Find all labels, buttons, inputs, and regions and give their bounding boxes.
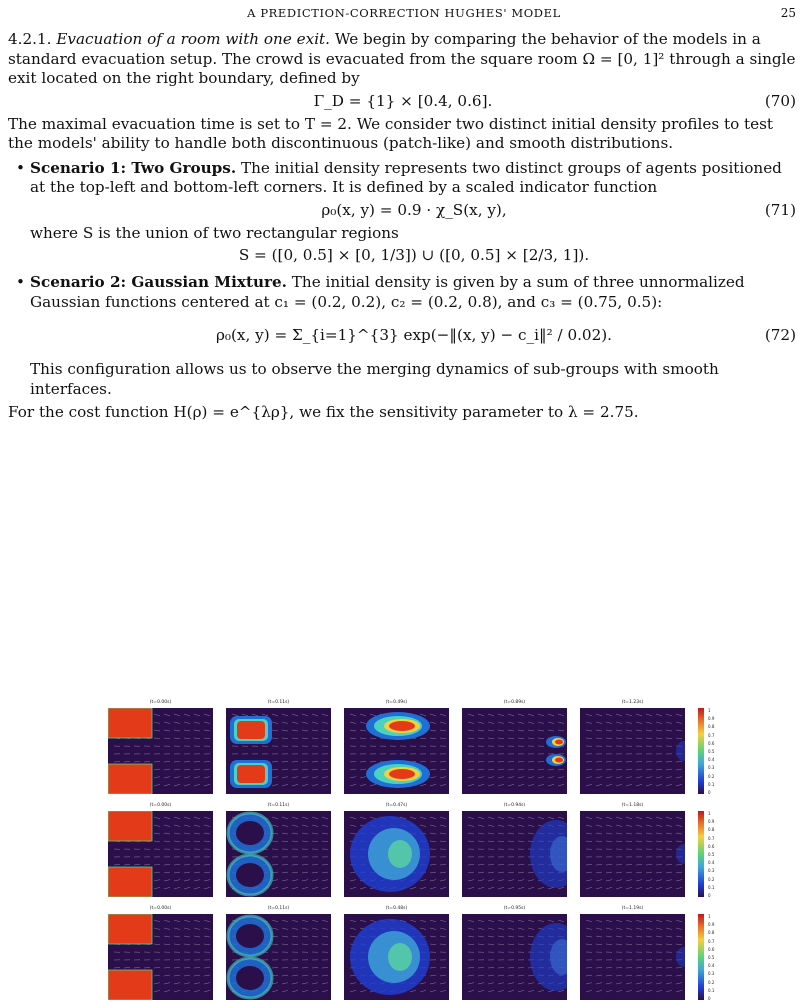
colorbar-tick-label: 0 <box>708 790 711 795</box>
colorbar-tick-label: 0.9 <box>708 922 715 928</box>
density-plot <box>580 811 685 897</box>
cost-paragraph: For the cost function H(ρ) = e^{λρ}, we fix the sensitivity parameter to λ = 2.75. <box>8 403 639 421</box>
scenario-2-item: • Scenario 2: Gaussian Mixture. The initial density is given by a sum of three unnormalized Gaussian functions centered at c₁ = (0.2, 0.2), c₂ = (0.2, 0.8), and c₃ = (0.75, 0.5): ρ₀(x, y) = Σ_{i=1}^{3} exp(−‖(x, y) − c_i‖² / 0.02). (72) This configuration allows us to observe the merging dynamics of sub-groups with smooth interfaces. <box>16 273 796 398</box>
equation-71-body: ρ₀(x, y) = 0.9 · χ_S(x, y), <box>321 200 507 219</box>
panel-time-label: (t=0.11s) <box>267 906 290 911</box>
density-plot <box>462 708 567 794</box>
colorbar-tick-label: 0.7 <box>708 732 715 738</box>
panel-time-label: (t=1.23s) <box>621 700 644 705</box>
colorbar-tick-label: 0.3 <box>708 765 715 771</box>
scenario-2-after: This configuration allows us to observe the merging dynamics of sub-groups with smooth interfaces. <box>30 360 719 398</box>
colorbar-tick-label: 0 <box>708 996 711 1001</box>
colorbar-tick-label: 1 <box>708 914 711 919</box>
colorbar-tick-label: 0.6 <box>708 946 715 952</box>
colorbar-tick-label: 0.9 <box>708 819 715 825</box>
density-plot <box>108 914 213 1000</box>
figure-panel <box>108 700 213 794</box>
section-number: 4.2.1. <box>8 30 52 48</box>
density-plot <box>580 708 685 794</box>
panel-time-label: (t=0.00s) <box>149 906 172 911</box>
density-plot <box>108 811 213 897</box>
scenario-2-text: The initial density is given by a sum of three unnormalized Gaussian functions centered at c₁ = (0.2, 0.2), c₂ = (0.2, 0.8), and c₃ = (0.75, 0.5): <box>30 273 745 311</box>
equation-s-body: S = ([0, 0.5] × [0, 1/3]) ∪ ([0, 0.5] × [2/3, 1]). <box>238 246 590 264</box>
equation-71-number: (71) <box>764 200 796 219</box>
colorbar-tick-label: 0.9 <box>708 716 715 722</box>
scenario-1-text: The initial density represents two distinct groups of agents positioned at the top-left and bottom-left corners. It is defined by a scaled indicator function <box>30 158 782 196</box>
colorbar <box>698 708 728 794</box>
colorbar-tick-label: 0.2 <box>708 773 715 779</box>
colorbar-tick-label: 0.4 <box>708 963 715 969</box>
figure-panel <box>580 700 685 794</box>
panel-time-label: (t=0.49s) <box>385 700 408 705</box>
figure-panel <box>226 700 331 794</box>
colorbar-gradient <box>698 914 706 1000</box>
colorbar-tick-label: 0.5 <box>708 749 715 754</box>
panel-time-label: (t=0.94s) <box>503 803 526 808</box>
panel-time-label: (t=0.11s) <box>267 700 290 705</box>
colorbar-tick-label: 0.6 <box>708 740 715 746</box>
running-title: A PREDICTION-CORRECTION HUGHES' MODEL <box>247 6 561 20</box>
colorbar-tick-label: 0.8 <box>708 827 715 833</box>
scenario-1-title: Scenario 1: Two Groups. <box>30 158 237 177</box>
colorbar-tick-label: 0.5 <box>708 955 715 960</box>
figure-row-1 <box>108 700 728 794</box>
figure-row-2 <box>108 803 728 897</box>
colorbar-tick-label: 0.3 <box>708 868 715 874</box>
figure-panel <box>580 803 685 897</box>
density-plot <box>462 914 567 1000</box>
colorbar-tick-label: 0.5 <box>708 852 715 857</box>
colorbar-tick-label: 0.4 <box>708 757 715 763</box>
colorbar-tick-label: 0.6 <box>708 843 715 849</box>
density-plot <box>344 914 449 1000</box>
panel-time-label: (t=0.47s) <box>385 803 408 808</box>
density-plot <box>344 708 449 794</box>
figure-panel <box>108 906 213 1000</box>
figure-panel <box>580 906 685 1000</box>
colorbar-tick-label: 0 <box>708 893 711 898</box>
density-figure <box>108 700 728 1001</box>
equation-71 <box>30 198 798 224</box>
colorbar-tick-label: 0.2 <box>708 979 715 985</box>
density-plot <box>226 914 331 1000</box>
density-plot <box>462 811 567 897</box>
colorbar-tick-label: 0.3 <box>708 971 715 977</box>
equation-72 <box>30 312 798 360</box>
figure-panel <box>226 906 331 1000</box>
page-header <box>0 6 808 22</box>
scenario-2-title: Scenario 2: Gaussian Mixture. <box>30 273 287 291</box>
panel-time-label: (t=0.00s) <box>149 700 172 705</box>
colorbar-gradient <box>698 811 706 897</box>
equation-72-body: ρ₀(x, y) = Σ_{i=1}^{3} exp(−‖(x, y) − c_i‖² / 0.02). <box>215 326 613 344</box>
body-text <box>8 30 798 423</box>
density-plot <box>108 708 213 794</box>
figure-panel <box>344 906 449 1000</box>
domain-math: Ω = [0, 1]² <box>582 49 665 68</box>
colorbar-tick-label: 0.1 <box>708 884 715 890</box>
colorbar-tick-label: 0.8 <box>708 724 715 730</box>
colorbar <box>698 811 728 897</box>
figure-panel <box>462 700 567 794</box>
scenario-1-after: where S is the union of two rectangular regions <box>30 223 399 242</box>
equation-s <box>30 243 798 269</box>
section-paragraph <box>8 30 798 89</box>
panel-time-label: (t=0.48s) <box>385 906 408 911</box>
colorbar-gradient <box>698 708 706 794</box>
figure-panel <box>344 700 449 794</box>
scenario-1-item: • Scenario 1: Two Groups. The initial density represents two distinct groups of agents positioned at the top-left and bottom-left corners. It is defined by a scaled indicator function ρ₀(x, y) = 0.9 · χ_S(x, y), (71) where S is the union of two rectangular regions S = ([0, 0.5] × [0, 1/3]) ∪ ([0, 0.5] × [2/3, 1]). <box>8 159 798 270</box>
colorbar-tick-label: 0.1 <box>708 781 715 787</box>
panel-time-label: (t=0.11s) <box>267 803 290 808</box>
panel-time-label: (t=0.89s) <box>503 700 526 705</box>
figure-row-3 <box>108 906 728 1000</box>
figure-panel <box>108 803 213 897</box>
colorbar-tick-label: 0.1 <box>708 987 715 993</box>
panel-time-label: (t=1.18s) <box>621 803 644 808</box>
density-plot <box>226 811 331 897</box>
page-number: 25 <box>780 6 796 20</box>
density-plot <box>226 708 331 794</box>
time-paragraph: The maximal evacuation time is set to T = 2. We consider two distinct initial density profiles to test the models' ability to handle both discontinuous (patch-like) and smooth distributions. <box>8 114 774 152</box>
colorbar-tick-label: 0.7 <box>708 835 715 841</box>
colorbar-tick-label: 0.4 <box>708 860 715 866</box>
panel-time-label: (t=0.00s) <box>149 803 172 808</box>
colorbar-tick-label: 1 <box>708 708 711 713</box>
density-plot <box>580 914 685 1000</box>
equation-70 <box>8 89 798 115</box>
figure-panel <box>344 803 449 897</box>
figure-panel <box>226 803 331 897</box>
figure-panel <box>462 906 567 1000</box>
figure-panel <box>462 803 567 897</box>
colorbar-tick-label: 0.2 <box>708 876 715 882</box>
section-intro: We begin by comparing the behavior of the models in a standard evacuation setup. The crowd is evacuated from the square room <box>8 30 761 68</box>
colorbar-tick-label: 0.7 <box>708 938 715 944</box>
panel-time-label: (t=1.19s) <box>621 906 644 911</box>
colorbar <box>698 914 728 1000</box>
density-plot <box>344 811 449 897</box>
colorbar-tick-label: 1 <box>708 811 711 816</box>
panel-time-label: (t=0.95s) <box>503 906 526 911</box>
equation-72-number: (72) <box>764 326 796 344</box>
equation-70-number: (70) <box>764 91 796 110</box>
colorbar-tick-label: 0.8 <box>708 930 715 936</box>
equation-70-body: Γ_D = {1} × [0.4, 0.6]. <box>313 91 493 110</box>
section-intro-end: through a single exit located on the right boundary, defined by <box>8 49 796 87</box>
section-title: Evacuation of a room with one exit. <box>56 30 330 48</box>
